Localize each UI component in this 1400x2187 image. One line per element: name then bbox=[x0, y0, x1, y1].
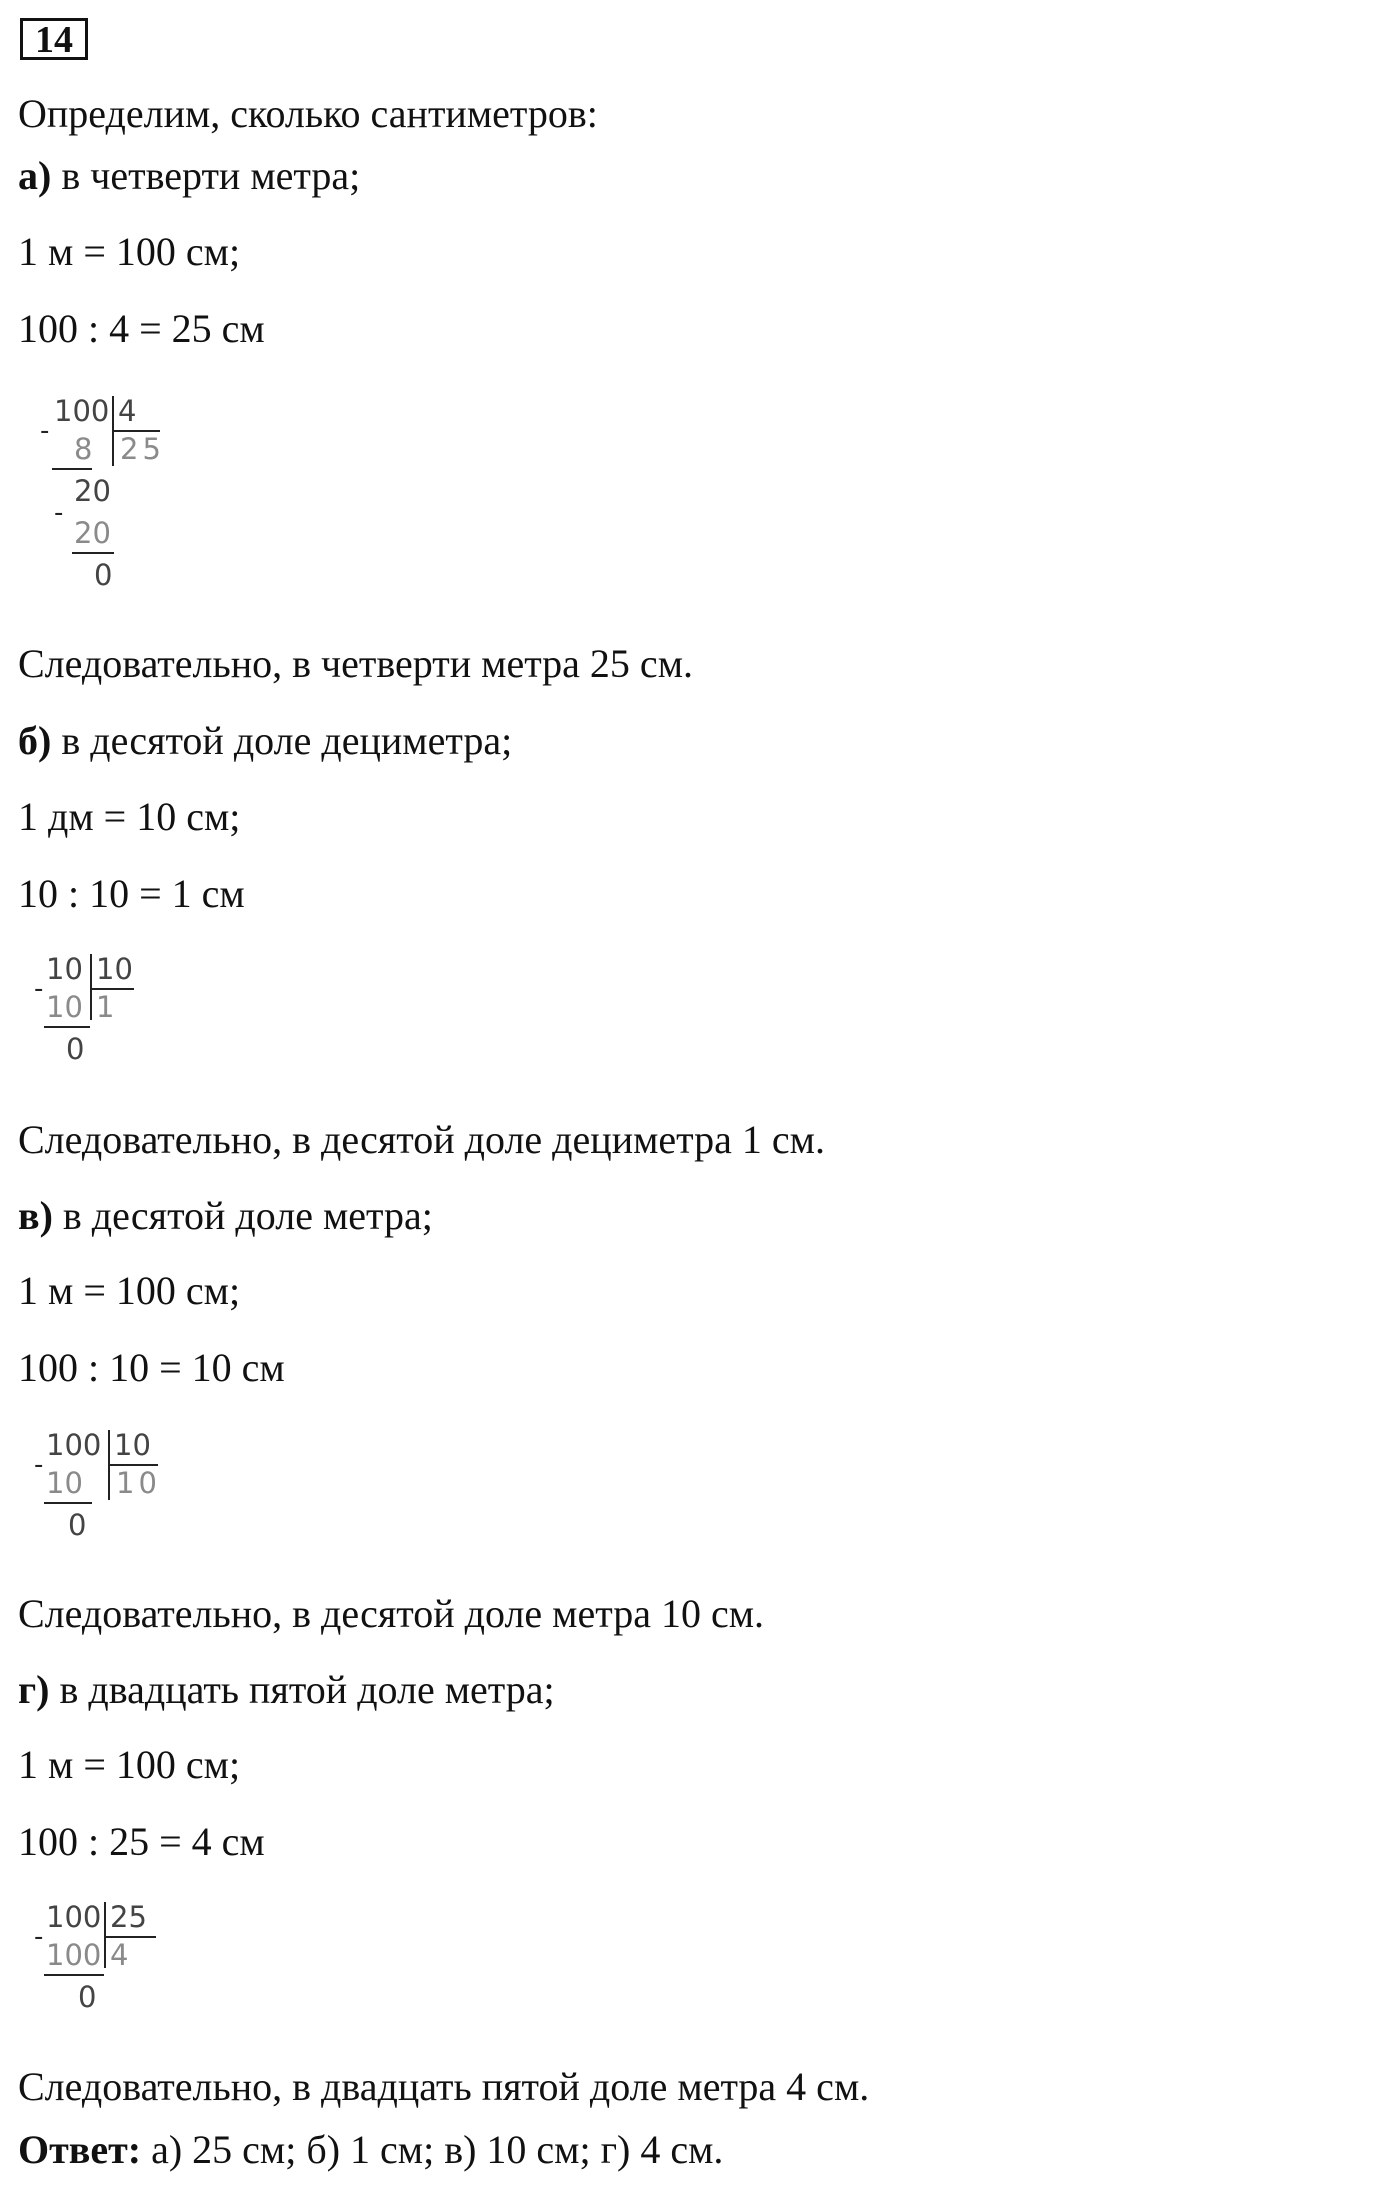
part-v-quotient: 10 bbox=[116, 1466, 161, 1500]
part-b-step-1: 10 bbox=[46, 990, 83, 1024]
part-a-quotient: 25 bbox=[120, 432, 165, 466]
part-g-minus-1: - bbox=[34, 1922, 44, 1952]
part-b-heading bbox=[18, 717, 512, 765]
part-a-calc: 100 : 4 = 25 см bbox=[18, 306, 265, 351]
answer-label: Ответ: bbox=[18, 2127, 142, 2172]
part-v-long-division bbox=[34, 1426, 174, 1556]
part-a-heading bbox=[18, 152, 360, 200]
part-g-conclusion: Следовательно, в двадцать пятой доле метра 4 см. bbox=[18, 2064, 870, 2109]
part-a-step-4: 0 bbox=[94, 558, 113, 592]
part-g-conversion: 1 м = 100 см; bbox=[18, 1742, 241, 1787]
answer-text: а) 25 см; б) 1 см; в) 10 см; г) 4 см. bbox=[151, 2127, 724, 2172]
part-a-minus-1: - bbox=[40, 416, 50, 446]
part-a-minus-2: - bbox=[54, 498, 64, 528]
part-b-dividend: 10 bbox=[46, 952, 83, 986]
part-v-step-2: 0 bbox=[68, 1508, 87, 1542]
part-b-minus-1: - bbox=[34, 974, 44, 1004]
part-b-conclusion: Следовательно, в десятой доле дециметра 1 см. bbox=[18, 1117, 825, 1162]
part-b-conversion: 1 дм = 10 см; bbox=[18, 794, 241, 839]
part-b-divisor: 10 bbox=[96, 952, 133, 986]
part-v-minus-1: - bbox=[34, 1450, 44, 1480]
part-v-conversion: 1 м = 100 см; bbox=[18, 1268, 241, 1313]
part-g-step-2: 0 bbox=[78, 1980, 97, 2014]
part-a-title: в четверти метра; bbox=[61, 153, 361, 198]
part-a-dividend: 100 bbox=[54, 394, 110, 428]
part-v-step-1: 10 bbox=[46, 1466, 83, 1500]
part-g-title: в двадцать пятой доле метра; bbox=[59, 1667, 555, 1712]
part-g-dividend: 100 bbox=[46, 1900, 102, 1934]
part-a-long-division bbox=[40, 392, 180, 602]
part-g-long-division bbox=[34, 1898, 174, 2028]
part-b-long-division bbox=[34, 950, 164, 1080]
task-number: 14 bbox=[20, 18, 88, 60]
part-b-quotient: 1 bbox=[96, 990, 115, 1024]
intro-text: Определим, сколько сантиметров: bbox=[18, 91, 598, 136]
part-g-letter: г) bbox=[18, 1667, 50, 1712]
part-a-step-2: 20 bbox=[74, 474, 111, 508]
part-a-letter: а) bbox=[18, 153, 52, 198]
part-v-conclusion: Следовательно, в десятой доле метра 10 см. bbox=[18, 1591, 765, 1636]
part-g-heading bbox=[18, 1666, 555, 1714]
part-v-title: в десятой доле метра; bbox=[62, 1193, 433, 1238]
part-v-divisor: 10 bbox=[114, 1428, 151, 1462]
part-a-step-3: 20 bbox=[74, 516, 111, 550]
part-b-calc: 10 : 10 = 1 см bbox=[18, 871, 245, 916]
part-a-conclusion: Следовательно, в четверти метра 25 см. bbox=[18, 641, 693, 686]
part-a-divisor: 4 bbox=[118, 394, 137, 428]
part-g-quotient: 4 bbox=[110, 1938, 129, 1972]
answer-line bbox=[18, 2126, 723, 2174]
part-g-calc: 100 : 25 = 4 см bbox=[18, 1819, 265, 1864]
part-a-conversion: 1 м = 100 см; bbox=[18, 229, 241, 274]
part-g-divisor: 25 bbox=[110, 1900, 147, 1934]
part-v-heading bbox=[18, 1192, 433, 1240]
part-g-step-1: 100 bbox=[46, 1938, 102, 1972]
part-b-title: в десятой доле дециметра; bbox=[61, 718, 513, 763]
part-v-calc: 100 : 10 = 10 см bbox=[18, 1345, 285, 1390]
part-v-letter: в) bbox=[18, 1193, 53, 1238]
part-v-dividend: 100 bbox=[46, 1428, 102, 1462]
part-b-letter: б) bbox=[18, 718, 52, 763]
part-b-step-2: 0 bbox=[66, 1032, 85, 1066]
part-a-step-1: 8 bbox=[74, 432, 93, 466]
